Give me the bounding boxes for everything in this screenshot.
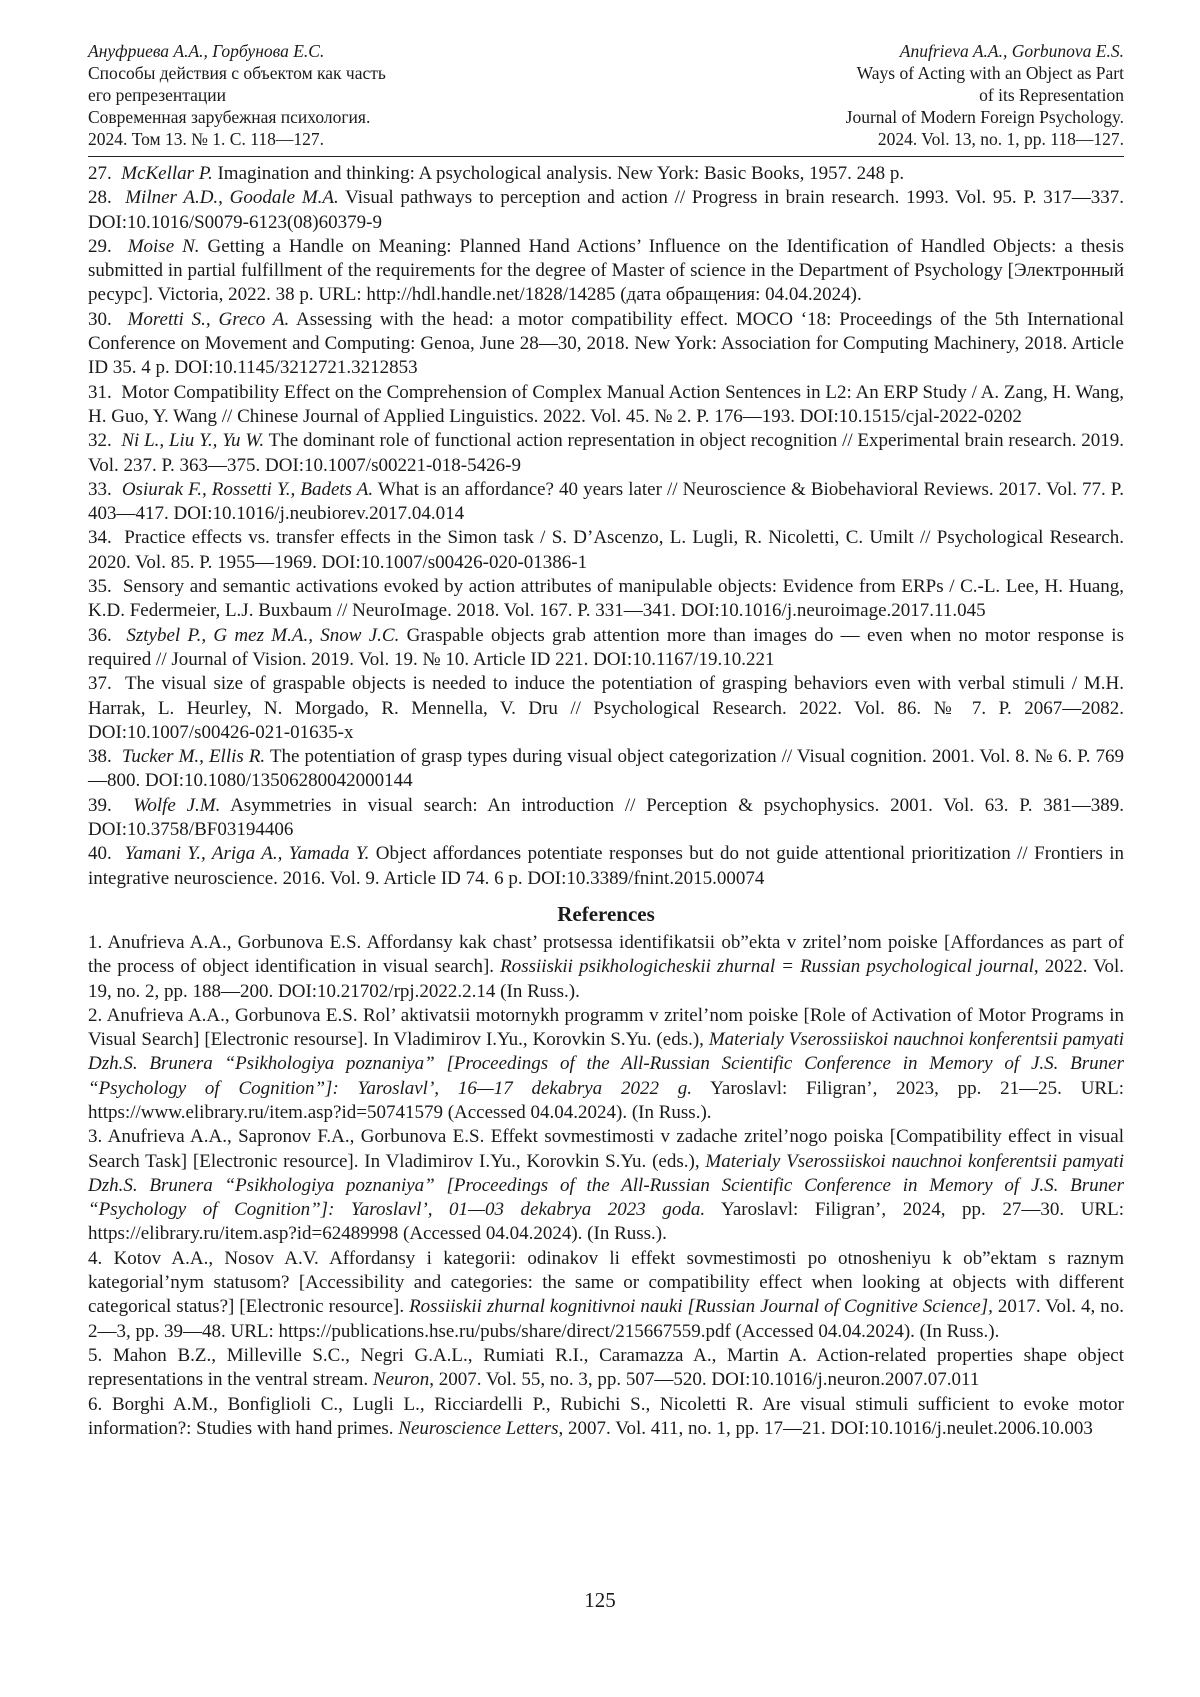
header-left-authors: Ануфриева А.А., Горбунова Е.С. <box>88 40 386 62</box>
reference-text: The visual size of graspable objects is needed to induce the potentiation of grasping behaviors even with verbal stimuli / M.H. Harrak, L. Heurley, N. Morgado, R. Mennella, V. Dru // Psychological Research. 2022. Vol. 86. № 7. P. 2067—2082. DOI:10.1007/s00426-021-01635-x <box>88 673 1124 743</box>
reference-source: Rossiiskii psikhologicheskii zhurnal = Russian psychological journal <box>500 956 1034 977</box>
reference-number: 31. <box>88 382 112 403</box>
reference-number: 30. <box>88 309 112 330</box>
page-number: 125 <box>0 1588 1200 1613</box>
header-rule <box>88 156 1124 157</box>
header-right-journal: Journal of Modern Foreign Psychology. <box>846 106 1124 128</box>
running-header <box>88 40 1124 150</box>
reference-item <box>88 1004 1124 1125</box>
reference-text: 3. Anufrieva A.A., Sapronov F.A., Gorbunova E.S. Effekt sovmestimosti v zadache zritel’nogo poiska [Compatibility effect in visual Search Task] [Electronic resource]. In Vladimirov I.Yu., Korovkin S.Yu. (eds.), <box>88 1126 1124 1171</box>
reference-item <box>88 526 1124 575</box>
reference-text: 4. Kotov A.A., Nosov A.V. Affordansy i kategorii: odinakov li effekt sovmestimosti po otnosheniyu k ob”ektam s raznym kategorial’nym statusom? [Accessibility and categories: the same or compatibility effect when looking at objects with different categorical status?] [Electronic resource]. <box>88 1248 1124 1318</box>
reference-text: The dominant role of functional action representation in object recognition // Experimental brain research. 2019. Vol. 237. P. 363—375. DOI:10.1007/s00221-018-5426-9 <box>88 430 1124 475</box>
reference-text: 1. Anufrieva A.A., Gorbunova E.S. Affordansy kak chast’ protsessa identifikatsii ob”ekta v zritel’nom poiske [Affordances as part of the process of object identification in visual search]. <box>88 932 1124 977</box>
reference-text: Visual pathways to perception and action // Progress in brain research. 1993. Vol. 95. P. 317—337. DOI:10.1016/S0079-6123(08)60379-9 <box>88 187 1124 232</box>
reference-text: 2017. Vol. 4, no. 2—3, pp. 39—48. URL: https://publications.hse.ru/pubs/share/direct/215667559.pdf (Accessed 04.04.2024). (In Russ.). <box>88 1296 1124 1341</box>
reference-item <box>88 794 1124 843</box>
header-right-title-2: of its Representation <box>846 84 1124 106</box>
reference-number: 33. <box>88 479 112 500</box>
header-left <box>88 40 386 150</box>
reference-item <box>88 308 1124 381</box>
reference-number: 34. <box>88 527 112 548</box>
reference-item <box>88 1247 1124 1344</box>
reference-text: Getting a Handle on Meaning: Planned Hand Actions’ Influence on the Identification of Handled Objects: a thesis submitted in partial fulfillment of the requirements for the degree of Master of science in the Department of Psychology [Электронный ресурс]. Victoria, 2022. 38 p. URL: http://hdl.handle.net/1828/14285 (дата обращения: 04.04.2024). <box>88 236 1124 306</box>
reference-number: 37. <box>88 673 112 694</box>
reference-number: 32. <box>88 430 112 451</box>
reference-text: Object affordances potentiate responses but do not guide attentional prioritization // Frontiers in integrative neuroscience. 2016. Vol. 9. Article ID 74. 6 p. DOI:10.3389/fnint.2015.00074 <box>88 843 1124 888</box>
reference-source: Materialy Vserossiiskoi nauchnoi konferentsii pamyati Dzh.S. Brunera “Psikhologiya poznaniya” [Proceedings of the All-Russian Scientific Conference in Memory of J.S. Bruner “Psychology of Cognition”]: Yaroslavl’, 16—17 dekabrya 2022 g. <box>88 1029 1124 1099</box>
reference-item <box>88 235 1124 308</box>
reference-number: 28. <box>88 187 112 208</box>
reference-authors: Wolfe J.M. <box>133 795 220 816</box>
reference-item <box>88 162 1124 186</box>
reference-text: 6. Borghi A.M., Bonfiglioli C., Lugli L., Ricciardelli P., Rubichi S., Nicoletti R. Are visual stimuli sufficient to evoke motor information?: Studies with hand primes. <box>88 1394 1124 1439</box>
reference-authors: Moretti S., Greco A. <box>128 309 290 330</box>
reference-authors: Moise N. <box>128 236 200 257</box>
reference-number: 29. <box>88 236 112 257</box>
references-heading: References <box>88 901 1124 927</box>
reference-item <box>88 1344 1124 1393</box>
reference-text: , 2007. Vol. 411, no. 1, pp. 17—21. DOI:10.1016/j.neulet.2006.10.003 <box>559 1418 1093 1439</box>
reference-item <box>88 931 1124 1004</box>
header-left-title-2: его репрезентации <box>88 84 386 106</box>
header-left-journal: Современная зарубежная психология. <box>88 106 386 128</box>
reference-text: Graspable objects grab attention more than images do — even when no motor response is required // Journal of Vision. 2019. Vol. 19. № 10. Article ID 221. DOI:10.1167/19.10.221 <box>88 625 1124 670</box>
reference-text: Yaroslavl: Filigran’, 2024, pp. 27—30. URL: https://elibrary.ru/item.asp?id=62489998 (Accessed 04.04.2024). (In Russ.). <box>88 1199 1124 1244</box>
reference-source: Rossiiskii zhurnal kognitivnoi nauki [Russian Journal of Cognitive Science], <box>409 1296 993 1317</box>
reference-text: , 2022. Vol. 19, no. 2, pp. 188—200. DOI:10.21702/rpj.2022.2.14 (In Russ.). <box>88 956 1124 1001</box>
reference-item <box>88 429 1124 478</box>
reference-item <box>88 842 1124 891</box>
reference-item <box>88 575 1124 624</box>
reference-item <box>88 381 1124 430</box>
reference-authors: Milner A.D., Goodale M.A. <box>125 187 339 208</box>
reference-number: 27. <box>88 163 112 184</box>
reference-text: Asymmetries in visual search: An introduction // Perception & psychophysics. 2001. Vol. 63. P. 381—389. DOI:10.3758/BF03194406 <box>88 795 1124 840</box>
reference-text: , 2007. Vol. 55, no. 3, pp. 507—520. DOI:10.1016/j.neuron.2007.07.011 <box>429 1369 979 1390</box>
page <box>88 40 1124 1441</box>
header-right-issue: 2024. Vol. 13, no. 1, pp. 118—127. <box>846 128 1124 150</box>
reference-item <box>88 672 1124 745</box>
header-left-title-1: Способы действия с объектом как часть <box>88 62 386 84</box>
header-right-authors: Anufrieva A.A., Gorbunova E.S. <box>846 40 1124 62</box>
reference-text: The potentiation of grasp types during visual object categorization // Visual cognition. 2001. Vol. 8. № 6. P. 769—800. DOI:10.1080/13506280042000144 <box>88 746 1124 791</box>
reference-source: Materialy Vserossiiskoi nauchnoi konferentsii pamyati Dzh.S. Brunera “Psikhologiya poznaniya” [Proceedings of the All-Russian Scientific Conference in Memory of J.S. Bruner “Psychology of Cognition”]: Yaroslavl’, 01—03 dekabrya 2023 goda. <box>88 1151 1124 1221</box>
reference-item <box>88 1125 1124 1246</box>
reference-text: Yaroslavl: Filigran’, 2023, pp. 21—25. URL: https://www.elibrary.ru/item.asp?id=50741579 (Accessed 04.04.2024). (In Russ.). <box>88 1078 1124 1123</box>
reference-item <box>88 478 1124 527</box>
reference-authors: Osiurak F., Rossetti Y., Badets A. <box>122 479 373 500</box>
header-left-issue: 2024. Том 13. № 1. С. 118—127. <box>88 128 386 150</box>
reference-text: Imagination and thinking: A psychological analysis. New York: Basic Books, 1957. 248 p. <box>213 163 904 184</box>
header-right <box>846 40 1124 150</box>
reference-authors: McKellar P. <box>121 163 212 184</box>
reference-list-russian <box>88 162 1124 891</box>
reference-text: 5. Mahon B.Z., Milleville S.C., Negri G.A.L., Rumiati R.I., Caramazza A., Martin A. Action-related properties shape object representations in the ventral stream. <box>88 1345 1124 1390</box>
reference-item <box>88 745 1124 794</box>
reference-authors: Yamani Y., Ariga A., Yamada Y. <box>125 843 370 864</box>
reference-text: Practice effects vs. transfer effects in the Simon task / S. D’Ascenzo, L. Lugli, R. Nicoletti, C. Umilt // Psychological Research. 2020. Vol. 85. P. 1955—1969. DOI:10.1007/s00426-020-01386-1 <box>88 527 1124 572</box>
reference-list-english <box>88 931 1124 1441</box>
reference-text: Assessing with the head: a motor compatibility effect. MOCO ‘18: Proceedings of the 5th International Conference on Movement and Computing: Genoa, June 28—30, 2018. New York: Association for Computing Machinery, 2018. Article ID 35. 4 p. DOI:10.1145/3212721.3212853 <box>88 309 1124 379</box>
reference-number: 38. <box>88 746 112 767</box>
reference-item <box>88 624 1124 673</box>
reference-source: Neuron <box>373 1369 429 1390</box>
reference-authors: Ni L., Liu Y., Yu W. <box>121 430 264 451</box>
reference-text: Sensory and semantic activations evoked by action attributes of manipulable objects: Evidence from ERPs / C.-L. Lee, H. Huang, K.D. Federmeier, L.J. Buxbaum // NeuroImage. 2018. Vol. 167. P. 331—341. DOI:10.1016/j.neuroimage.2017.11.045 <box>88 576 1124 621</box>
reference-text: What is an affordance? 40 years later // Neuroscience & Biobehavioral Reviews. 2017. Vol. 77. P. 403—417. DOI:10.1016/j.neubiorev.2017.04.014 <box>88 479 1124 524</box>
reference-number: 39. <box>88 795 112 816</box>
reference-number: 40. <box>88 843 112 864</box>
reference-number: 35. <box>88 576 112 597</box>
reference-source: Neuroscience Letters <box>398 1418 558 1439</box>
reference-item <box>88 186 1124 235</box>
reference-item <box>88 1393 1124 1442</box>
header-right-title-1: Ways of Acting with an Object as Part <box>846 62 1124 84</box>
reference-authors: Sztybel P., G mez M.A., Snow J.C. <box>126 625 399 646</box>
reference-text: 2. Anufrieva A.A., Gorbunova E.S. Rol’ aktivatsii motornykh programm v zritel’nom poiske [Role of Activation of Motor Programs in Visual Search] [Electronic resourse]. In Vladimirov I.Yu., Korovkin S.Yu. (eds.), <box>88 1005 1124 1050</box>
reference-text: Motor Compatibility Effect on the Comprehension of Complex Manual Action Sentences in L2: An ERP Study / A. Zang, H. Wang, H. Guo, Y. Wang // Chinese Journal of Applied Linguistics. 2022. Vol. 45. № 2. P. 176—193. DOI:10.1515/cjal-2022-0202 <box>88 382 1124 427</box>
reference-authors: Tucker M., Ellis R. <box>122 746 265 767</box>
reference-number: 36. <box>88 625 112 646</box>
